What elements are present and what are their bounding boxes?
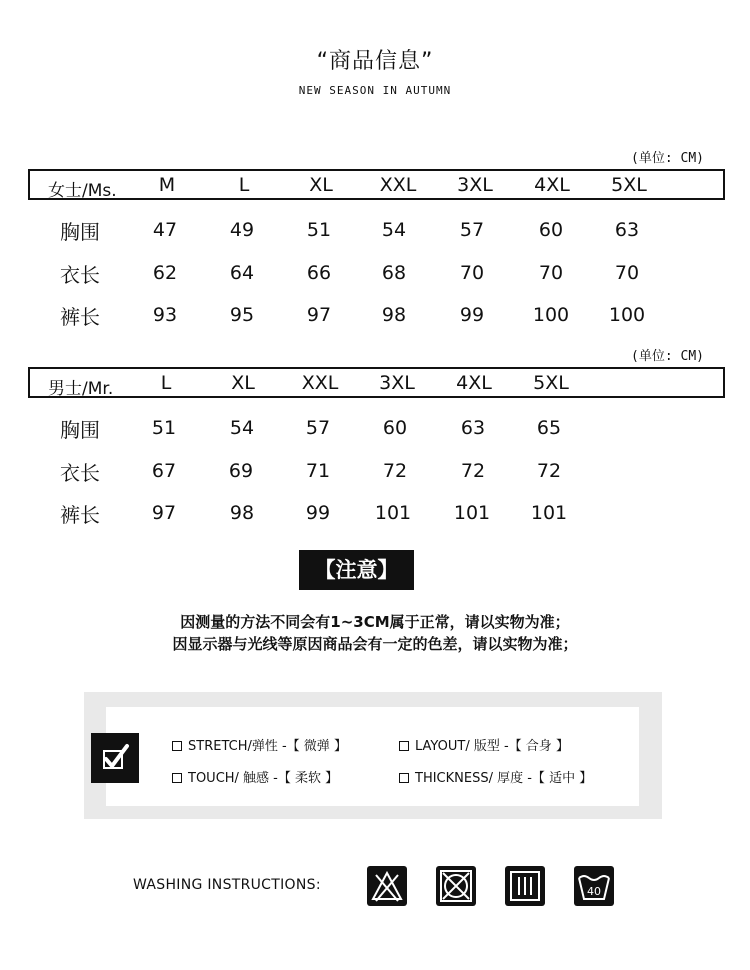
- table-cell: 66: [306, 262, 332, 284]
- table-cell: 63: [614, 219, 640, 241]
- table-cell: 100: [608, 304, 646, 326]
- women-size-cell: XXL: [379, 174, 417, 196]
- feature-layout-label: LAYOUT/ 版型 -【 合身 】: [415, 739, 569, 754]
- women-size-cell: 4XL: [534, 174, 570, 196]
- table-cell: 97: [151, 502, 177, 524]
- table-cell: 98: [381, 304, 407, 326]
- women-size-cell: XL: [309, 174, 333, 196]
- checkbox-icon: [172, 773, 182, 783]
- row-label: 衣长: [60, 461, 100, 485]
- washing-instructions-label: WASHING INSTRUCTIONS:: [133, 877, 321, 893]
- row-label: 胸围: [60, 418, 100, 442]
- women-size-cell: 5XL: [611, 174, 647, 196]
- feature-layout: [399, 735, 569, 754]
- table-cell: 98: [229, 502, 255, 524]
- table-cell: 71: [305, 460, 331, 482]
- checkmark-icon: [91, 733, 139, 783]
- table-cell: 99: [459, 304, 485, 326]
- feature-touch-label: TOUCH/ 触感 -【 柔软 】: [188, 771, 339, 786]
- notice-line-measurement: 因测量的方法不同会有1~3CM属于正常，请以实物为准；: [180, 613, 570, 631]
- table-cell: 95: [229, 304, 255, 326]
- row-label: 衣长: [60, 263, 100, 287]
- table-cell: 69: [228, 460, 254, 482]
- table-cell: 64: [229, 262, 255, 284]
- table-cell: 51: [306, 219, 332, 241]
- table-cell: 60: [538, 219, 564, 241]
- table-cell: 70: [459, 262, 485, 284]
- table-cell: 97: [306, 304, 332, 326]
- feature-thickness: [399, 767, 592, 786]
- table-cell: 100: [532, 304, 570, 326]
- men-size-header: [28, 367, 725, 398]
- table-cell: 60: [382, 417, 408, 439]
- row-label: 胸围: [60, 220, 100, 244]
- table-cell: 57: [459, 219, 485, 241]
- table-cell: 72: [536, 460, 562, 482]
- table-cell: 72: [460, 460, 486, 482]
- men-size-cell: L: [160, 372, 172, 394]
- men-size-cell: 4XL: [456, 372, 492, 394]
- table-cell: 47: [152, 219, 178, 241]
- no-bleach-icon: [367, 866, 407, 906]
- table-cell: 72: [382, 460, 408, 482]
- checkbox-icon: [399, 741, 409, 751]
- table-cell: 99: [305, 502, 331, 524]
- feature-stretch-label: STRETCH/弹性 -【 微弹 】: [188, 739, 347, 754]
- drip-dry-icon: [505, 866, 545, 906]
- table-cell: 63: [460, 417, 486, 439]
- women-header-label: 女士/Ms.: [48, 181, 117, 201]
- checkbox-icon: [399, 773, 409, 783]
- wash-temperature-label: 40: [587, 885, 601, 898]
- men-size-cell: 5XL: [533, 372, 569, 394]
- notice-line-color: 因显示器与光线等原因商品会有一定的色差，请以实物为准；: [172, 635, 578, 653]
- men-unit-note: (单位: CM): [631, 349, 704, 364]
- page-subtitle: NEW SEASON IN AUTUMN: [298, 84, 452, 97]
- men-header-label: 男士/Mr.: [48, 379, 114, 399]
- table-cell: 101: [530, 502, 568, 524]
- table-cell: 54: [229, 417, 255, 439]
- page-title: “商品信息”: [316, 49, 434, 74]
- women-size-header: [28, 169, 725, 200]
- women-size-cell: L: [238, 174, 250, 196]
- table-cell: 70: [538, 262, 564, 284]
- table-cell: 65: [536, 417, 562, 439]
- table-cell: 57: [305, 417, 331, 439]
- women-size-cell: M: [158, 174, 176, 196]
- men-size-cell: 3XL: [379, 372, 415, 394]
- men-size-cell: XL: [231, 372, 255, 394]
- table-cell: 101: [453, 502, 491, 524]
- feature-panel: [106, 707, 639, 806]
- table-cell: 54: [381, 219, 407, 241]
- table-cell: 70: [614, 262, 640, 284]
- men-size-cell: XXL: [301, 372, 339, 394]
- table-cell: 68: [381, 262, 407, 284]
- wash-40-icon: [574, 866, 614, 906]
- notice-heading: 【注意】: [299, 550, 414, 590]
- table-cell: 93: [152, 304, 178, 326]
- no-tumble-dry-icon: [436, 866, 476, 906]
- table-cell: 67: [151, 460, 177, 482]
- row-label: 裤长: [60, 503, 100, 527]
- feature-touch: [172, 767, 338, 786]
- row-label: 裤长: [60, 305, 100, 329]
- feature-stretch: [172, 735, 347, 754]
- checkbox-icon: [172, 741, 182, 751]
- table-cell: 51: [151, 417, 177, 439]
- women-size-cell: 3XL: [457, 174, 493, 196]
- feature-thickness-label: THICKNESS/ 厚度 -【 适中 】: [415, 771, 593, 786]
- table-cell: 62: [152, 262, 178, 284]
- women-unit-note: (单位: CM): [631, 151, 704, 166]
- table-cell: 101: [374, 502, 412, 524]
- table-cell: 49: [229, 219, 255, 241]
